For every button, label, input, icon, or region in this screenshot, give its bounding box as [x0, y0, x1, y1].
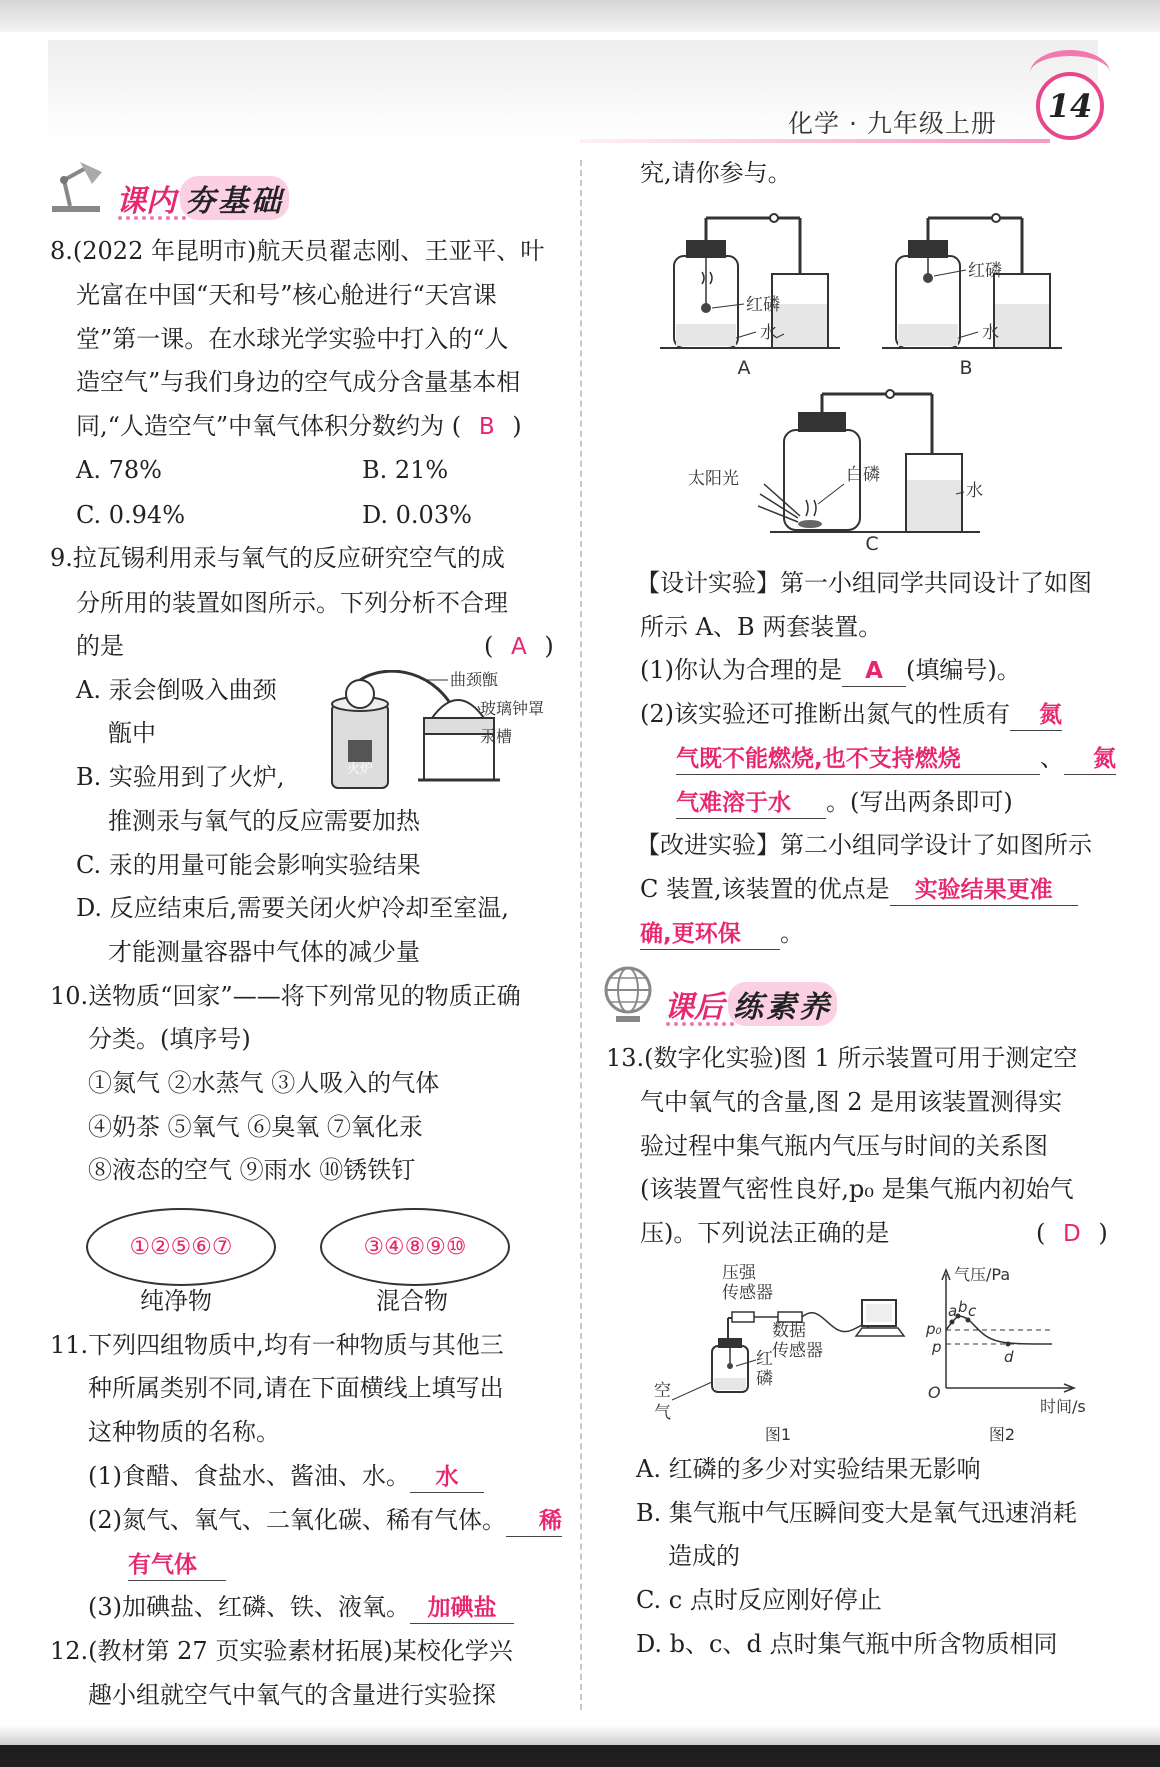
mixture-answer: ③④⑧⑨⑩	[363, 1234, 467, 1260]
q11-part3-text: (3)加碘盐、红磷、铁、液氧。	[88, 1593, 410, 1621]
experiment-setup-figure	[660, 204, 1100, 552]
q12-improve-blank-2	[640, 918, 780, 950]
lavoisier-apparatus-figure	[328, 670, 568, 800]
q12-sub2-blank-1b	[676, 743, 1040, 775]
section2-dots	[666, 1022, 734, 1030]
apparatus-a-water-label: 水	[760, 323, 777, 343]
bell-jar-label: 玻璃钟罩	[480, 699, 545, 718]
x-axis-label: 时间/s	[1040, 1397, 1086, 1416]
q13-option-d: D. b、c、d 点时集气瓶中所含物质相同	[636, 1630, 1058, 1658]
q11-part2-blank-1	[506, 1505, 562, 1537]
p0-label: p₀	[926, 1320, 942, 1338]
apparatus-c	[688, 390, 983, 552]
q12-sub1-blank	[842, 655, 906, 687]
q12-sub2-answer-2a: 氮	[1093, 746, 1116, 772]
q12-sub2-blank-2b	[676, 787, 826, 819]
q12-line1: 12.(教材第 27 页实验素材拓展)某校化学兴	[50, 1637, 513, 1665]
q11-part2	[88, 1505, 562, 1537]
q10-items-3: ⑧液态的空气 ⑨雨水 ⑩锈铁钉	[88, 1156, 416, 1184]
header-title: 化学 · 九年级上册	[788, 109, 997, 138]
mixture-label: 混合物	[376, 1287, 448, 1315]
figure-1-apparatus	[654, 1263, 904, 1444]
apparatus-b-red-phosphorus-label: 红磷	[968, 261, 1002, 281]
q12-sub2-blank-2a	[1064, 743, 1116, 775]
q13-line3: 验过程中集气瓶内气压与时间的关系图	[640, 1132, 1048, 1160]
q8-answer: B	[478, 414, 495, 440]
apparatus-a-red-phosphorus-label: 红磷	[746, 295, 780, 315]
point-d-label: d	[1004, 1348, 1014, 1366]
q12-sub2-blank-1a	[1010, 699, 1062, 731]
section-title-a: 课内	[116, 184, 176, 219]
section-title-b: 夯基础	[180, 176, 289, 220]
q12-sub1	[640, 655, 1021, 687]
q8-line3: 堂”第一课。在水球光学实验中打入的“人	[76, 325, 509, 353]
q9-line3: 的是	[76, 632, 124, 660]
q9-option-c: C. 汞的用量可能会影响实验结果	[76, 851, 421, 879]
q13-option-b-1: B. 集气瓶中气压瞬间变大是氧气迅速消耗	[636, 1499, 1077, 1527]
q12-improve-1: 【改进实验】第二小组同学设计了如图所示	[636, 831, 1092, 859]
sunlight-label: 太阳光	[688, 469, 739, 489]
apparatus-a	[660, 214, 840, 379]
apparatus-b	[882, 214, 1062, 379]
column-divider	[580, 160, 582, 1710]
air-label-1: 空	[654, 1381, 671, 1401]
q8-line4: 造空气”与我们身边的空气成分含量基本相	[76, 368, 521, 396]
y-axis-label: 气压/Pa	[954, 1265, 1011, 1284]
q13-paren-close: )	[1098, 1219, 1108, 1247]
origin-label: O	[928, 1383, 941, 1402]
apparatus-b-water-label: 水	[982, 323, 999, 343]
point-a-label: a	[948, 1302, 958, 1320]
q12-line3: 究,请你参与。	[640, 159, 792, 187]
figure-1-caption: 图1	[764, 1425, 792, 1444]
q11-part2-text: (2)氮气、氧气、二氧化碳、稀有气体。	[88, 1506, 506, 1534]
q12-improve-2	[640, 874, 1078, 906]
figure-2-pressure-graph	[925, 1265, 1086, 1444]
section2-title-a: 课后	[664, 990, 724, 1025]
q13-line4: (该装置气密性良好,p₀ 是集气瓶内初始气	[640, 1175, 1074, 1203]
top-edge	[0, 0, 1160, 32]
figure-2-caption: 图2	[988, 1425, 1016, 1444]
q13-line1: 13.(数字化实验)图 1 所示装置可用于测定空	[606, 1044, 1078, 1072]
q8-option-b: B. 21%	[362, 456, 449, 484]
air-label-2: 气	[654, 1403, 671, 1423]
apparatus-a-label: A	[737, 357, 751, 379]
q9-option-d-1: D. 反应结束后,需要关闭火炉冷却至室温,	[76, 894, 509, 922]
q8-stem-end: 同,“人造空气”中氧气体积分数约为 (	[76, 412, 462, 440]
section-title-basics	[116, 176, 289, 220]
trough-label: 汞槽	[480, 727, 513, 746]
q11-part2-answer-1: 稀	[539, 1508, 562, 1534]
q11-part1-text: (1)食醋、食盐水、酱油、水。	[88, 1462, 410, 1490]
q12-improve-3	[640, 918, 804, 950]
q9-answer-bracket	[484, 631, 554, 662]
furnace-label: 火炉	[346, 762, 374, 777]
q9-line2: 分所用的装置如图所示。下列分析不合理	[76, 589, 508, 617]
q12-sub1-answer: A	[865, 658, 883, 684]
q13-answer-bracket	[1036, 1218, 1108, 1249]
q12-improve-end: 。	[780, 919, 804, 947]
q13-figures	[652, 1260, 1092, 1446]
pressure-sensor-label-2: 传感器	[722, 1283, 773, 1303]
q8-option-d: D. 0.03%	[362, 501, 472, 529]
q13-line5: 压)。下列说法正确的是	[640, 1219, 890, 1247]
q11-part1-blank	[410, 1461, 484, 1493]
q13-answer: D	[1063, 1221, 1081, 1247]
q11-line3: 这种物质的名称。	[88, 1418, 280, 1446]
pure-substance-answer: ①②⑤⑥⑦	[129, 1234, 233, 1260]
section-dots	[118, 216, 186, 224]
page-number: 14	[1036, 72, 1104, 140]
q12-sub2-cont2	[676, 787, 1013, 819]
bottom-edge	[0, 1745, 1160, 1767]
q8-line5	[76, 411, 522, 442]
q8-paren-close: )	[512, 412, 522, 440]
q8-line2: 光富在中国“天和号”核心舱进行“天宫课	[76, 281, 497, 309]
q9-line1: 9.拉瓦锡利用汞与氧气的反应研究空气的成	[50, 544, 505, 572]
q12-improve-text: C 装置,该装置的优点是	[640, 875, 890, 903]
bottom-shadow	[0, 1725, 1160, 1745]
q9-option-a-1: A. 汞会倒吸入曲颈	[76, 676, 277, 704]
q11-part2-answer-2: 有气体	[128, 1552, 197, 1578]
q8-option-c: C. 0.94%	[76, 501, 186, 529]
q9-paren-open: (	[484, 632, 494, 660]
q11-part3-answer: 加碘盐	[427, 1595, 497, 1621]
q11-line1: 11.下列四组物质中,均有一种物质与其他三	[50, 1331, 504, 1359]
lamp-icon	[46, 158, 108, 216]
q12-sub2-text: (2)该实验还可推断出氮气的性质有	[640, 700, 1010, 728]
red-phosphorus-label-1: 红	[756, 1349, 773, 1369]
apparatus-b-label: B	[959, 357, 973, 379]
q10-items-2: ④奶茶 ⑤氧气 ⑥臭氧 ⑦氧化汞	[88, 1113, 423, 1141]
white-phosphorus-label: 白磷	[846, 465, 880, 485]
section-title-practice	[664, 982, 837, 1026]
q12-sub2-answer-1b: 气既不能燃烧,也不支持燃烧	[676, 746, 961, 772]
q9-option-b-2: 推测汞与氧气的反应需要加热	[108, 807, 420, 835]
q12-sub1-text: (1)你认为合理的是	[640, 656, 842, 684]
q9-paren-close: )	[544, 632, 554, 660]
q12-sub2-answer-1a: 氮	[1039, 702, 1062, 728]
p-label: p	[932, 1338, 942, 1356]
q9-option-d-2: 才能测量容器中气体的减少量	[108, 938, 420, 966]
q9-option-b-1: B. 实验用到了火炉,	[76, 763, 285, 791]
q11-part1	[88, 1461, 484, 1493]
q9-option-a-2: 甑中	[108, 719, 156, 747]
q11-part3	[88, 1592, 514, 1624]
q12-sub2-answer-2b: 气难溶于水	[676, 790, 791, 816]
mixture-oval	[320, 1208, 510, 1286]
q13-option-a: A. 红磷的多少对实验结果无影响	[636, 1455, 981, 1483]
q12-improve-blank-1	[890, 874, 1078, 906]
q11-line2: 种所属类别不同,请在下面横线上填写出	[88, 1374, 504, 1402]
q13-line2: 气中氧气的含量,图 2 是用该装置测得实	[640, 1088, 1063, 1116]
q11-part2-cont	[128, 1549, 226, 1581]
pressure-sensor-label-1: 压强	[722, 1263, 756, 1283]
q10-line1: 10.送物质“回家”——将下列常见的物质正确	[50, 982, 521, 1010]
q12-sub1-post: (填编号)。	[906, 656, 1021, 684]
q12-improve-answer-2: 确,更环保	[640, 921, 741, 947]
pure-substance-oval	[86, 1208, 276, 1286]
q12-design-2: 所示 A、B 两套装置。	[640, 613, 883, 641]
q10-line2: 分类。(填序号)	[88, 1025, 251, 1053]
q11-part2-blank-2	[128, 1549, 226, 1581]
q9-answer: A	[511, 634, 527, 660]
q13-paren-open: (	[1036, 1219, 1046, 1247]
q12-sub2-post: 。(写出两条即可)	[826, 788, 1013, 816]
q11-part1-answer: 水	[435, 1464, 459, 1490]
data-sensor-label-2: 传感器	[772, 1341, 823, 1361]
q8-line1: 8.(2022 年昆明市)航天员翟志刚、王亚平、叶	[50, 237, 545, 265]
q11-part3-blank	[410, 1592, 514, 1624]
section2-title-b: 练素养	[728, 982, 837, 1026]
red-phosphorus-label-2: 磷	[756, 1369, 773, 1389]
globe-icon	[600, 964, 656, 1026]
data-sensor-label-1: 数据	[772, 1321, 806, 1341]
q12-design-1: 【设计实验】第一小组同学共同设计了如图	[636, 569, 1092, 597]
q13-option-b-2: 造成的	[668, 1542, 740, 1570]
q12-sub2	[640, 699, 1062, 731]
retort-label: 曲颈甑	[450, 670, 499, 689]
q12-line2: 趣小组就空气中氧气的含量进行实验探	[88, 1681, 496, 1709]
point-c-label: c	[968, 1302, 977, 1320]
q12-improve-answer-1: 实验结果更准	[914, 877, 1053, 903]
q12-sub2-cont	[676, 743, 1116, 775]
header-rule	[580, 139, 1050, 143]
apparatus-c-water-label: 水	[966, 481, 983, 501]
point-b-label: b	[958, 1298, 968, 1316]
apparatus-c-label: C	[865, 533, 879, 552]
q10-items-1: ①氮气 ②水蒸气 ③人吸入的气体	[88, 1069, 440, 1097]
q12-sub2-separator: 、	[1040, 744, 1064, 772]
q8-option-a: A. 78%	[76, 456, 162, 484]
q13-option-c: C. c 点时反应刚好停止	[636, 1586, 882, 1614]
pure-substance-label: 纯净物	[140, 1287, 212, 1315]
